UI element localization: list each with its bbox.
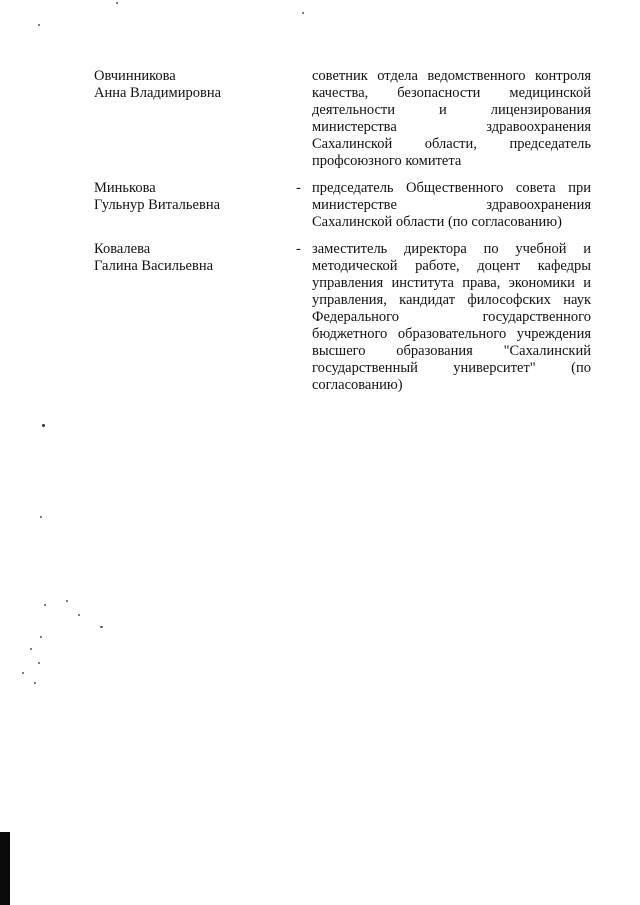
scan-speck <box>66 600 68 602</box>
position-line: управления института права, экономики и <box>312 275 591 291</box>
scan-speck <box>42 424 45 427</box>
position-line: Сахалинской области (по согласованию) <box>312 214 562 230</box>
position-line: советник отдела ведомственного контроля <box>312 68 591 84</box>
member-surname: Минькова <box>94 180 156 196</box>
scan-speck <box>38 24 40 26</box>
member-position <box>312 180 591 231</box>
scan-speck <box>100 626 103 628</box>
position-line: заместитель директора по учебной и <box>312 241 591 257</box>
position-line: профсоюзного комитета <box>312 153 462 169</box>
position-line: министерства здравоохранения <box>312 119 591 135</box>
scan-speck <box>40 516 42 518</box>
member-surname: Овчинникова <box>94 68 176 84</box>
member-name <box>94 241 284 275</box>
scan-speck <box>302 12 304 14</box>
scan-speck <box>30 648 32 650</box>
scan-speck <box>22 672 24 674</box>
member-name <box>94 68 284 102</box>
member-position <box>312 68 591 170</box>
position-line: Федерального государственного <box>312 309 591 325</box>
member-position <box>312 241 591 394</box>
position-line: Сахалинской области, председатель <box>312 136 591 152</box>
position-line: председатель Общественного совета при <box>312 180 591 196</box>
position-line: высшего образования "Сахалинский <box>312 343 591 359</box>
scan-edge-shadow <box>0 832 10 905</box>
scan-speck <box>44 604 46 606</box>
scan-speck <box>78 614 80 616</box>
position-line: министерстве здравоохранения <box>312 197 591 213</box>
position-line: качества, безопасности медицинской <box>312 85 591 101</box>
position-line: методической работе, доцент кафедры <box>312 258 591 274</box>
member-name <box>94 180 284 214</box>
scan-speck <box>116 2 118 4</box>
scan-speck <box>38 662 40 664</box>
position-line: государственный университет" (по <box>312 360 591 376</box>
dash-separator: - <box>296 180 301 196</box>
position-line: деятельности и лицензирования <box>312 102 591 118</box>
member-given-name: Гульнур Витальевна <box>94 197 221 213</box>
member-given-name: Анна Владимировна <box>94 85 222 101</box>
dash-separator: - <box>296 241 301 257</box>
position-line: управления, кандидат философских наук <box>312 292 591 308</box>
member-given-name: Галина Васильевна <box>94 258 214 274</box>
scan-speck <box>40 636 42 638</box>
member-surname: Ковалева <box>94 241 151 257</box>
scan-speck <box>34 682 36 684</box>
position-line: бюджетного образовательного учреждения <box>312 326 591 342</box>
position-line: согласованию) <box>312 377 403 393</box>
